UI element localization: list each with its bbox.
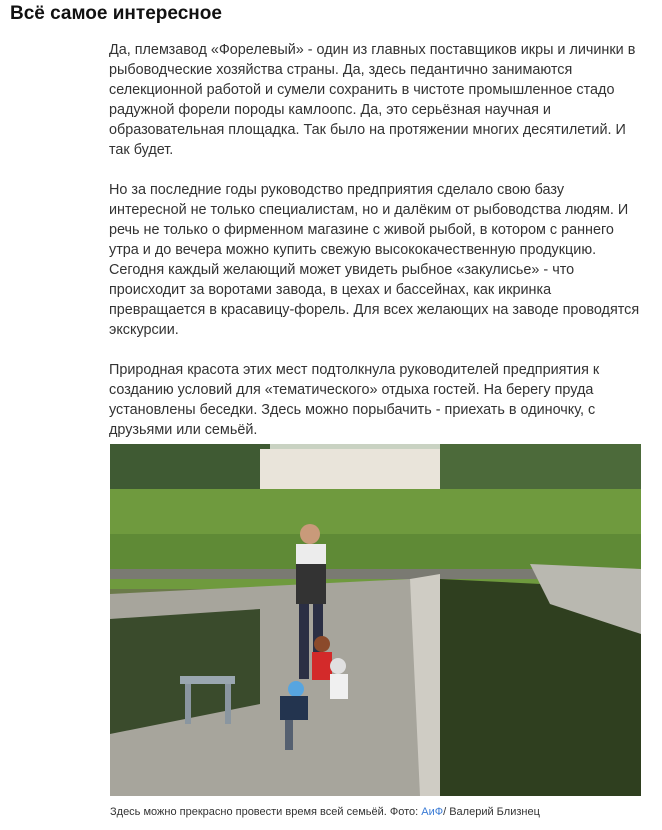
photo-illustration [110, 444, 641, 796]
caption-author: / Валерий Близнец [443, 806, 540, 818]
article-paragraph-1: Да, племзавод «Форелевый» - один из главных поставщиков икры и личинки в рыбоводческие хозяйства страны. Да, здесь педантично занимаются селекционной работой и сумели сохранить в чистоте промышленное стадо радужной форели породы камлоопс. Да, это серьёзная научная и образовательная площадка. Так было на протяжении многих десятилетий. И так будет. [109, 42, 636, 158]
article-body [109, 40, 644, 460]
section-title: Всё самое интересное [10, 3, 222, 24]
photo-source-link[interactable]: АиФ [421, 806, 444, 818]
article-paragraph-3: Природная красота этих мест подтолкнула руководителей предприятия к созданию условий для «тематического» отдыха гостей. На берегу пруда установлены беседки. Здесь можно порыбачить - приехать в одиночку, с друзьями или семьёй. [109, 362, 600, 438]
article-photo [110, 444, 641, 796]
photo-caption [110, 805, 540, 819]
article-paragraph-2: Но за последние годы руководство предприятия сделало свою базу интересной не только специалистам, но и далёким от рыбоводства людям. И речь не только о фирменном магазине с живой рыбой, в котором с раннего утра и до вечера можно купить свежую высококачественную продукцию. Сегодня каждый желающий может увидеть рыбное «закулисье» - что происходит за воротами завода, в цехах и бассейнах, как икринка превращается в красавицу-форель. Для всех желающих на заводе проводятся экскурсии. [109, 182, 640, 338]
caption-text: Здесь можно прекрасно провести время всей семьёй. Фото: [110, 806, 422, 818]
